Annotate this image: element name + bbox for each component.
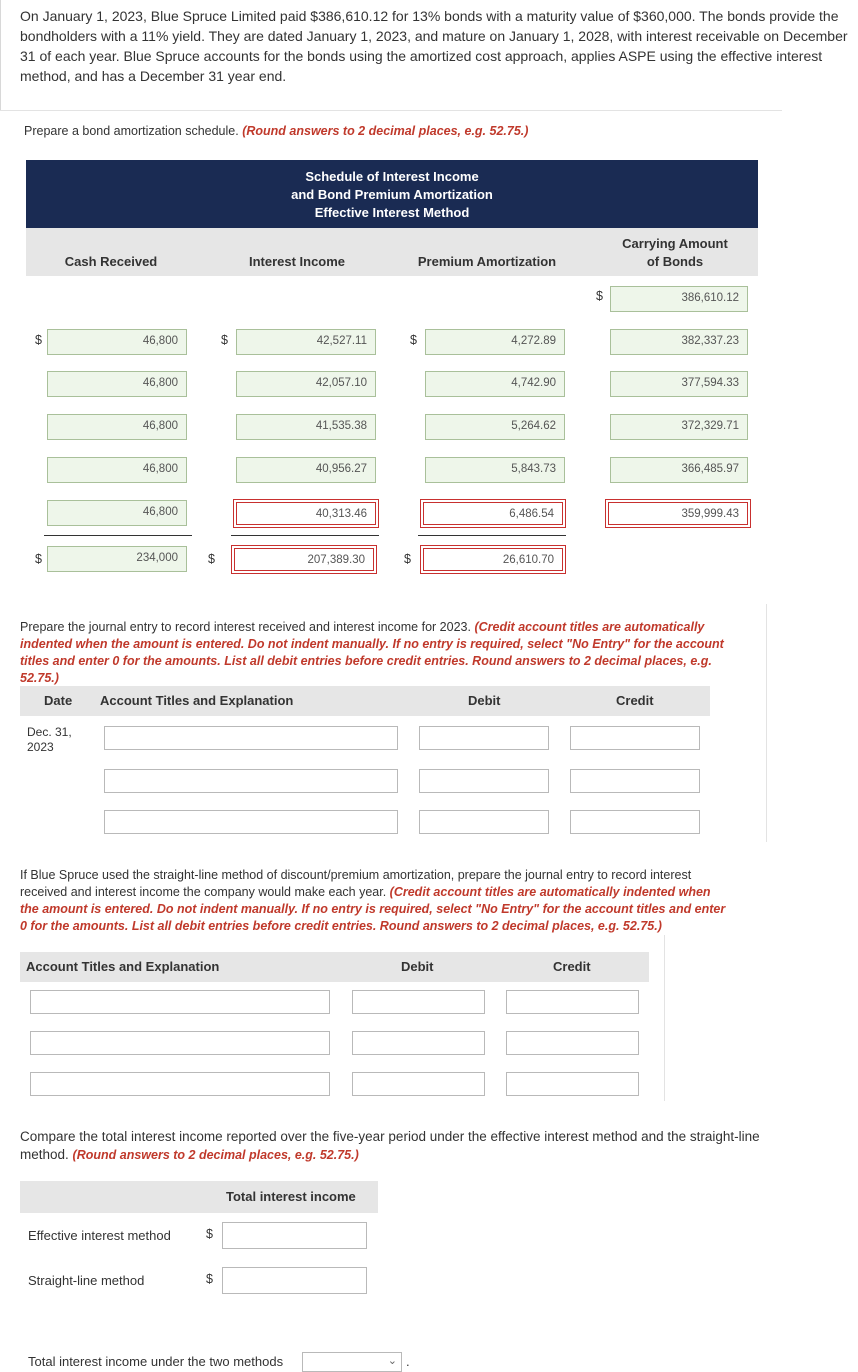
header-account-titles: Account Titles and Explanation [26,959,220,974]
debit-input-1[interactable] [419,726,549,750]
carrying-amount-row4[interactable]: 366,485.97 [610,457,748,483]
part1-instruction [24,123,528,140]
account-title-input-1[interactable] [104,726,398,750]
schedule-title-line2: and Bond Premium Amortization [291,187,493,202]
section-border [766,604,767,842]
premium-amortization-row5[interactable]: 6,486.54 [423,502,563,525]
column-cash-received: Cash Received [64,254,158,269]
cash-received-row1[interactable]: 46,800 [47,329,187,355]
part4-rounding-note: (Round answers to 2 decimal places, e.g. 52.75.) [72,1148,359,1162]
sl-account-title-input-2[interactable] [30,1031,330,1055]
carrying-amount-row1[interactable]: 382,337.23 [610,329,748,355]
initial-carrying-amount[interactable]: 386,610.12 [610,286,748,312]
currency-symbol: $ [410,333,417,347]
part1-rounding-note: (Round answers to 2 decimal places, e.g. 52.75.) [242,124,529,138]
column-premium-amortization: Premium Amortization [417,254,557,269]
total-rule-premium [418,535,566,536]
currency-symbol: $ [35,333,42,347]
problem-border [0,0,7,111]
total-interest-income[interactable]: 207,389.30 [234,548,374,571]
currency-symbol: $ [596,289,603,303]
account-title-input-3[interactable] [104,810,398,834]
column-carrying-amount-line2: of Bonds [646,254,704,269]
divider [0,110,782,111]
sl-debit-input-1[interactable] [352,990,485,1014]
carrying-amount-row3[interactable]: 372,329.71 [610,414,748,440]
interest-income-row1[interactable]: 42,527.11 [236,329,376,355]
header-credit: Credit [553,959,591,974]
column-interest-income: Interest Income [248,254,346,269]
premium-amortization-row2[interactable]: 4,742.90 [425,371,565,397]
interest-income-row5[interactable]: 40,313.46 [236,502,376,525]
journal-date-line1: Dec. 31, [27,725,72,739]
part3-note: (Credit account titles are automatically indented when the amount is entered. Do not indent manually. If no entry is required, select "No Entry" for the account titles and enter 0 for the amounts. List all debit entries before credit entries. Round answers to 2 decimal places, e.g. 52.75.) [20,885,726,933]
sl-debit-input-2[interactable] [352,1031,485,1055]
credit-input-3[interactable] [570,810,700,834]
part1-instruction-text: Prepare a bond amortization schedule. [24,124,239,138]
debit-input-2[interactable] [419,769,549,793]
total-cash-received[interactable]: 234,000 [47,546,187,572]
interest-income-row2[interactable]: 42,057.10 [236,371,376,397]
schedule-column-headers [26,228,758,276]
credit-input-2[interactable] [570,769,700,793]
interest-income-row4[interactable]: 40,956.27 [236,457,376,483]
account-title-input-2[interactable] [104,769,398,793]
premium-amortization-row4[interactable]: 5,843.73 [425,457,565,483]
journal-date-line2: 2023 [27,740,54,754]
journal-date [27,725,72,755]
total-premium-amortization[interactable]: 26,610.70 [423,548,563,571]
final-period: . [406,1354,410,1369]
part2-instruction [20,619,750,687]
final-comparison-label: Total interest income under the two methods [28,1354,284,1369]
sl-credit-input-2[interactable] [506,1031,639,1055]
premium-amortization-row3[interactable]: 5,264.62 [425,414,565,440]
debit-input-3[interactable] [419,810,549,834]
carrying-amount-row2[interactable]: 377,594.33 [610,371,748,397]
straight-line-label: Straight-line method [28,1273,145,1288]
schedule-header [26,160,758,228]
column-carrying-amount: Carrying Amount [622,236,728,251]
part2-instruction-text: Prepare the journal entry to record interest received and interest income for 2023. [20,620,471,634]
header-account-titles: Account Titles and Explanation [100,693,294,708]
part4-instruction [20,1128,780,1164]
journal-header-straight-line [20,952,649,982]
header-debit: Debit [468,693,501,708]
header-date: Date [44,693,73,708]
header-total-interest-income: Total interest income [226,1189,356,1204]
comparison-select[interactable] [302,1352,402,1372]
schedule-title-line3: Effective Interest Method [314,205,470,220]
sl-account-title-input-3[interactable] [30,1072,330,1096]
cash-received-row3[interactable]: 46,800 [47,414,187,440]
currency-symbol: $ [35,552,42,566]
cash-received-row4[interactable]: 46,800 [47,457,187,483]
journal-header [20,686,710,716]
sl-account-title-input-1[interactable] [30,990,330,1014]
part3-instruction [20,867,730,935]
part3-instruction-text: If Blue Spruce used the straight-line method of discount/premium amortization, prepare the journal entry to record interest received and interest income the company would make each year. [20,868,692,899]
cash-received-row5[interactable]: 46,800 [47,500,187,526]
credit-input-1[interactable] [570,726,700,750]
header-debit: Debit [401,959,434,974]
problem-text: On January 1, 2023, Blue Spruce Limited paid $386,610.12 for 13% bonds with a maturity value of $360,000. The bonds provide the bondholders with a 11% yield. They are dated January 1, 2023, and mature on January 1, 2028, with interest receivable on December 31 of each year. Blue Spruce accounts for the bonds using the amortized cost approach, applies ASPE using the effective interest method, and has a December 31 year end. [20,8,848,84]
currency-symbol: $ [206,1272,213,1286]
part4-instruction-text: Compare the total interest income reported over the five-year period under the effective interest method and the straight-line method. [20,1129,760,1162]
sl-credit-input-3[interactable] [506,1072,639,1096]
currency-symbol: $ [208,552,215,566]
straight-line-total-input[interactable] [222,1267,367,1294]
part2-note: (Credit account titles are automatically indented when the amount is entered. Do not indent manually. If no entry is required, select "No Entry" for the account titles and enter 0 for the amounts. List all debit entries before credit entries. Round answers to 2 decimal places, e.g. 52.75.) [20,620,724,685]
total-rule-interest [231,535,379,536]
cash-received-row2[interactable]: 46,800 [47,371,187,397]
carrying-amount-row5[interactable]: 359,999.43 [608,502,748,525]
total-rule-cash [44,535,192,536]
header-credit: Credit [616,693,654,708]
schedule-title-line1: Schedule of Interest Income [305,169,479,184]
sl-credit-input-1[interactable] [506,990,639,1014]
sl-debit-input-3[interactable] [352,1072,485,1096]
currency-symbol: $ [404,552,411,566]
total-interest-header [20,1181,378,1213]
chevron-down-icon: ⌄ [387,1355,397,1367]
section-border [664,935,665,1101]
interest-income-row3[interactable]: 41,535.38 [236,414,376,440]
currency-symbol: $ [221,333,228,347]
currency-symbol: $ [206,1227,213,1241]
premium-amortization-row1[interactable]: 4,272.89 [425,329,565,355]
effective-interest-total-input[interactable] [222,1222,367,1249]
effective-interest-label: Effective interest method [28,1228,171,1243]
